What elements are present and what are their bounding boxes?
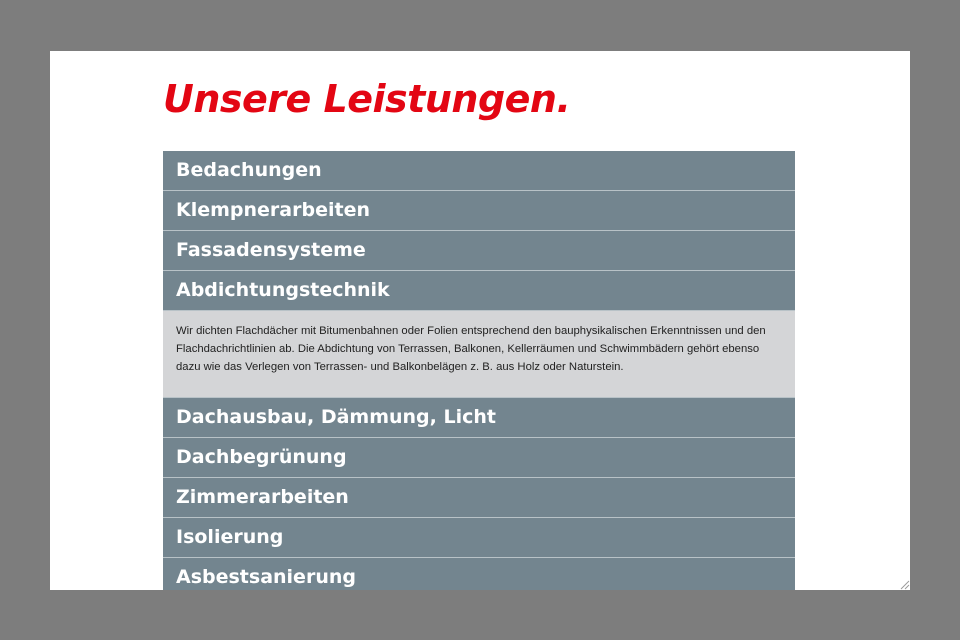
accordion-item-fassadensysteme[interactable]: Fassadensysteme	[163, 231, 795, 271]
page-content	[50, 51, 910, 590]
accordion-item-klempnerarbeiten[interactable]: Klempnerarbeiten	[163, 191, 795, 231]
accordion-item-isolierung[interactable]: Isolierung	[163, 518, 795, 558]
accordion-item-bedachungen[interactable]: Bedachungen	[163, 151, 795, 191]
resize-grip-icon[interactable]	[898, 578, 910, 590]
accordion-item-asbestsanierung[interactable]: Asbestsanierung	[163, 558, 795, 590]
services-accordion	[163, 151, 795, 590]
accordion-item-dachausbau[interactable]: Dachausbau, Dämmung, Licht	[163, 398, 795, 438]
accordion-item-abdichtungstechnik[interactable]: Abdichtungstechnik	[163, 271, 795, 311]
page-title: Unsere Leistungen.	[163, 77, 571, 121]
accordion-item-dachbegruenung[interactable]: Dachbegrünung	[163, 438, 795, 478]
accordion-panel-abdichtungstechnik: Wir dichten Flachdächer mit Bitumenbahnen oder Folien entsprechend den bauphysikalischen Erkenntnissen und den Flachdachrichtlinien ab. Die Abdichtung von Terrassen, Balkonen, Kellerräumen und Schwimmbädern gehört ebenso dazu wie das Verlegen von Terrassen- und Balkonbelägen z. B. aus Holz oder Naturstein.	[163, 311, 795, 398]
accordion-item-zimmerarbeiten[interactable]: Zimmerarbeiten	[163, 478, 795, 518]
